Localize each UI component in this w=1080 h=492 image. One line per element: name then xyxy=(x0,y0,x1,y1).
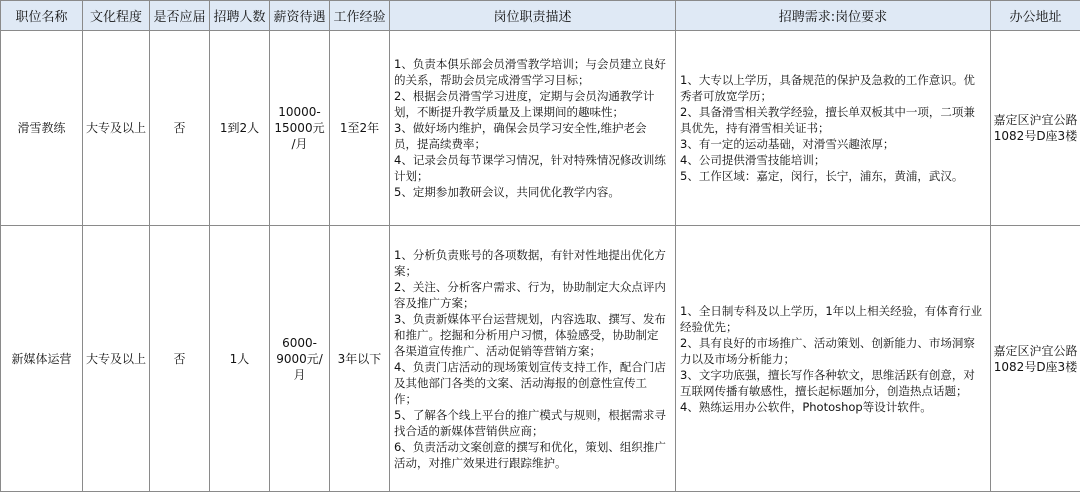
duty-line: 5、了解各个线上平台的推广模式与规则，根据需求寻 xyxy=(394,407,666,422)
duty-line: 1、分析负责账号的各项数据，有针对性地提出优化方 xyxy=(394,247,666,262)
duty-line: 作； xyxy=(394,391,417,406)
duty-line: 各渠道宣传推广、活动促销等营销方案； xyxy=(394,343,601,358)
duty-line: 案； xyxy=(394,263,417,278)
duty-line: 计划； xyxy=(394,169,429,183)
duty-line: 的关系，帮助会员完成滑雪学习目标； xyxy=(394,73,590,87)
salary-line: 15000元 xyxy=(274,121,325,135)
header-row xyxy=(1,1,1080,31)
cell-duties xyxy=(390,31,676,226)
duty-line: 及其他部门各类的文案、活动海报的创意性宣传工 xyxy=(394,375,647,390)
header-duties: 岗位职责描述 xyxy=(390,1,676,31)
duty-line: 活动，对推广效果进行跟踪维护。 xyxy=(394,455,567,470)
duty-line: 4、负责门店活动的现场策划宣传支持工作，配合门店 xyxy=(394,359,666,374)
header-salary: 薪资待遇 xyxy=(270,1,330,31)
cell-fresh-grad: 否 xyxy=(150,226,210,492)
salary-line: 6000- xyxy=(282,335,317,350)
duty-line: 3、做好场内维护，确保会员学习安全性,维护老会 xyxy=(394,121,647,135)
salary-line: 10000- xyxy=(278,105,321,119)
duty-line: 2、根据会员滑雪学习进度，定期与会员沟通教学计 xyxy=(394,89,655,103)
cell-education: 大专及以上 xyxy=(83,31,150,226)
table-row xyxy=(1,31,1080,226)
header-address: 办公地址 xyxy=(991,1,1080,31)
duty-line: 4、记录会员每节课学习情况，针对特殊情况修改训练 xyxy=(394,153,666,167)
cell-duties xyxy=(390,226,676,492)
cell-experience: 3年以下 xyxy=(330,226,390,492)
requirement-line: 1、大专以上学历，具备规范的保护及急救的工作意识。优 xyxy=(680,73,975,87)
table-row xyxy=(1,226,1080,492)
address-line: 1082号D座3楼 xyxy=(993,359,1078,374)
header-education: 文化程度 xyxy=(83,1,150,31)
requirement-line: 2、具备滑雪相关教学经验，擅长单双板其中一项，二项兼 xyxy=(680,105,975,119)
requirement-line: 秀者可放宽学历； xyxy=(680,89,772,103)
duty-line: 员，提高续费率； xyxy=(394,137,486,151)
requirement-line: 5、工作区域：嘉定，闵行，长宁，浦东，黄浦，武汉。 xyxy=(680,169,964,183)
header-position: 职位名称 xyxy=(1,1,83,31)
salary-line: /月 xyxy=(291,137,308,151)
cell-headcount: 1人 xyxy=(210,226,270,492)
duty-line: 5、定期参加教研会议，共同优化教学内容。 xyxy=(394,185,620,199)
requirement-line: 互联网传播有敏感性，擅长起标题加分，创造热点话题； xyxy=(680,383,968,398)
requirement-line: 4、公司提供滑雪技能培训； xyxy=(680,153,826,167)
cell-position: 滑雪教练 xyxy=(1,31,83,226)
cell-requirements xyxy=(676,31,991,226)
header-headcount: 招聘人数 xyxy=(210,1,270,31)
requirement-line: 2、具有良好的市场推广、活动策划、创新能力、市场洞察 xyxy=(680,335,975,350)
address-line: 嘉定区沪宜公路 xyxy=(993,343,1078,358)
cell-requirements xyxy=(676,226,991,492)
requirement-line: 1、全日制专科及以上学历，1年以上相关经验，有体育行业 xyxy=(680,303,983,318)
salary-line: 月 xyxy=(293,367,306,382)
duty-line: 3、负责新媒体平台运营规划，内容选取、撰写、发布 xyxy=(394,311,666,326)
header-experience: 工作经验 xyxy=(330,1,390,31)
requirement-line: 4、熟练运用办公软件，Photoshop等设计软件。 xyxy=(680,399,932,414)
requirement-line: 力以及市场分析能力； xyxy=(680,351,795,366)
cell-salary xyxy=(270,226,330,492)
cell-address xyxy=(991,226,1080,492)
address-line: 1082号D座3楼 xyxy=(993,129,1078,143)
cell-headcount: 1到2人 xyxy=(210,31,270,226)
duty-line: 找合适的新媒体营销供应商； xyxy=(394,423,544,438)
duty-line: 容及推广方案； xyxy=(394,295,475,310)
cell-experience: 1至2年 xyxy=(330,31,390,226)
requirement-line: 3、文字功底强，擅长写作各种软文，思维活跃有创意，对 xyxy=(680,367,975,382)
requirement-line: 3、有一定的运动基础，对滑雪兴趣浓厚； xyxy=(680,137,895,151)
duty-line: 和推广。挖掘和分析用户习惯，体验感受，协助制定 xyxy=(394,327,659,342)
address-line: 嘉定区沪宜公路 xyxy=(993,113,1078,127)
salary-line: 9000元/ xyxy=(276,351,323,366)
cell-position: 新媒体运营 xyxy=(1,226,83,492)
requirement-line: 具优先，持有滑雪相关证书； xyxy=(680,121,830,135)
duty-line: 划，不断提升教学质量及上课期间的趣味性； xyxy=(394,105,624,119)
header-requirements: 招聘需求:岗位要求 xyxy=(676,1,991,31)
requirement-line: 经验优先； xyxy=(680,319,738,334)
duty-line: 2、关注、分析客户需求、行为，协助制定大众点评内 xyxy=(394,279,666,294)
duty-line: 6、负责活动文案创意的撰写和优化，策划、组织推广 xyxy=(394,439,666,454)
cell-salary xyxy=(270,31,330,226)
duty-line: 1、负责本俱乐部会员滑雪教学培训；与会员建立良好 xyxy=(394,57,666,71)
cell-address xyxy=(991,31,1080,226)
header-fresh-grad: 是否应届 xyxy=(150,1,210,31)
cell-fresh-grad: 否 xyxy=(150,31,210,226)
cell-education: 大专及以上 xyxy=(83,226,150,492)
